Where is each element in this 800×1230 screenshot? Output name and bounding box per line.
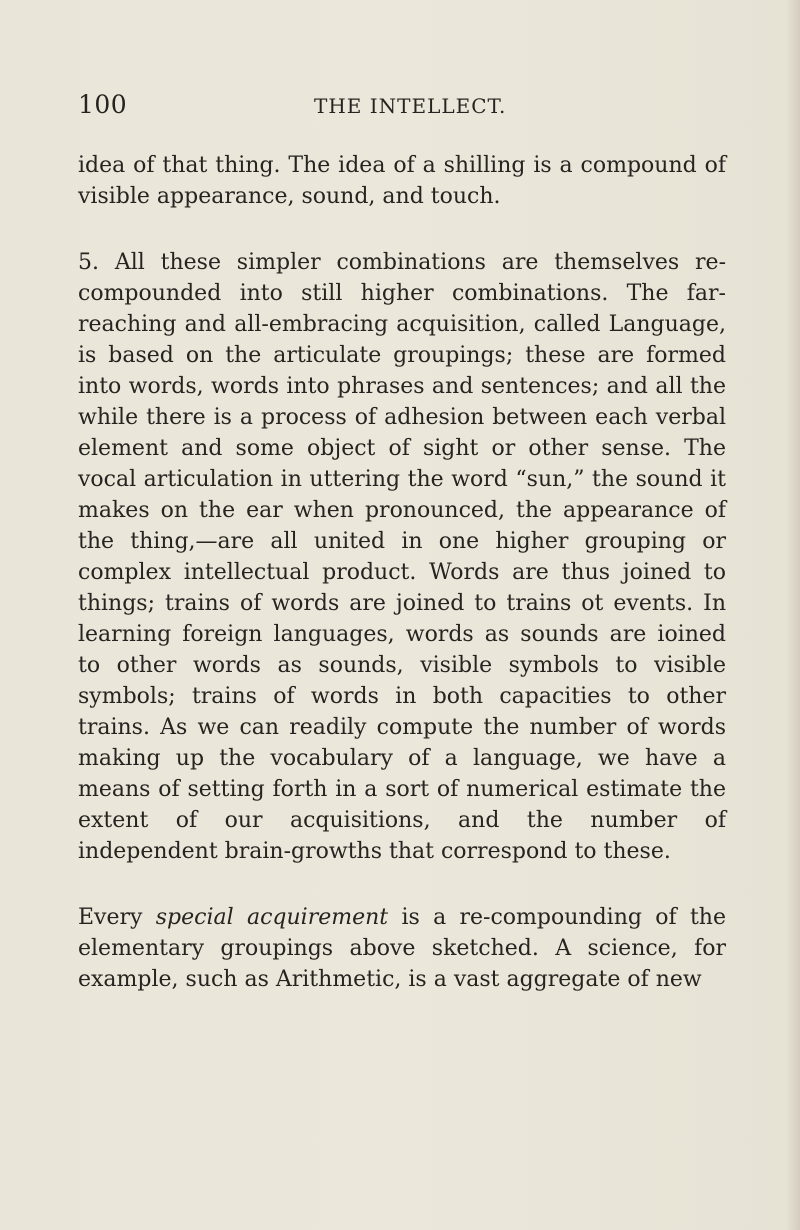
paragraph-3-rest: is a re-compounding of the elementary groupings above sketched. A science, for example, such as Arithmetic, is a vast aggregate of new: [78, 905, 726, 992]
body-text: [78, 150, 726, 995]
page-edge-shadow: [786, 0, 800, 1230]
paragraph-1: idea of that thing. The idea of a shilling is a compound of visible appearance, sound, and touch.: [78, 153, 726, 209]
paragraph-2: 5. All these simpler combinations are themselves re-compounded into still higher combinations. The far-reaching and all-embracing acquisition, called Language, is based on the articulate groupings; these are formed into words, words into phrases and sentences; and all the while there is a process of adhesion between each verbal element and some object of sight or other sense. The vocal articulation in uttering the word “sun,” the sound it makes on the ear when pronounced, the appearance of the thing,—are all united in one higher grouping or complex intellectual product. Words are thus joined to things; trains of words are joined to trains ot events. In learning foreign languages, words as sounds are ioined to other words as sounds, visible symbols to visible symbols; trains of words in both capacities to other trains. As we can readily compute the number of words making up the vocabulary of a language, we have a means of setting forth in a sort of numerical estimate the extent of our acquisitions, and the number of independent brain-growths that correspond to these.: [78, 250, 726, 864]
page-header: [78, 90, 728, 130]
paragraph-3: [78, 902, 726, 995]
page-number: 100: [78, 90, 128, 119]
running-head: THE INTELLECT.: [314, 94, 507, 118]
paragraph-3-start: Every: [78, 905, 156, 930]
emphasis-special-acquirement: special acquirement: [155, 905, 389, 930]
